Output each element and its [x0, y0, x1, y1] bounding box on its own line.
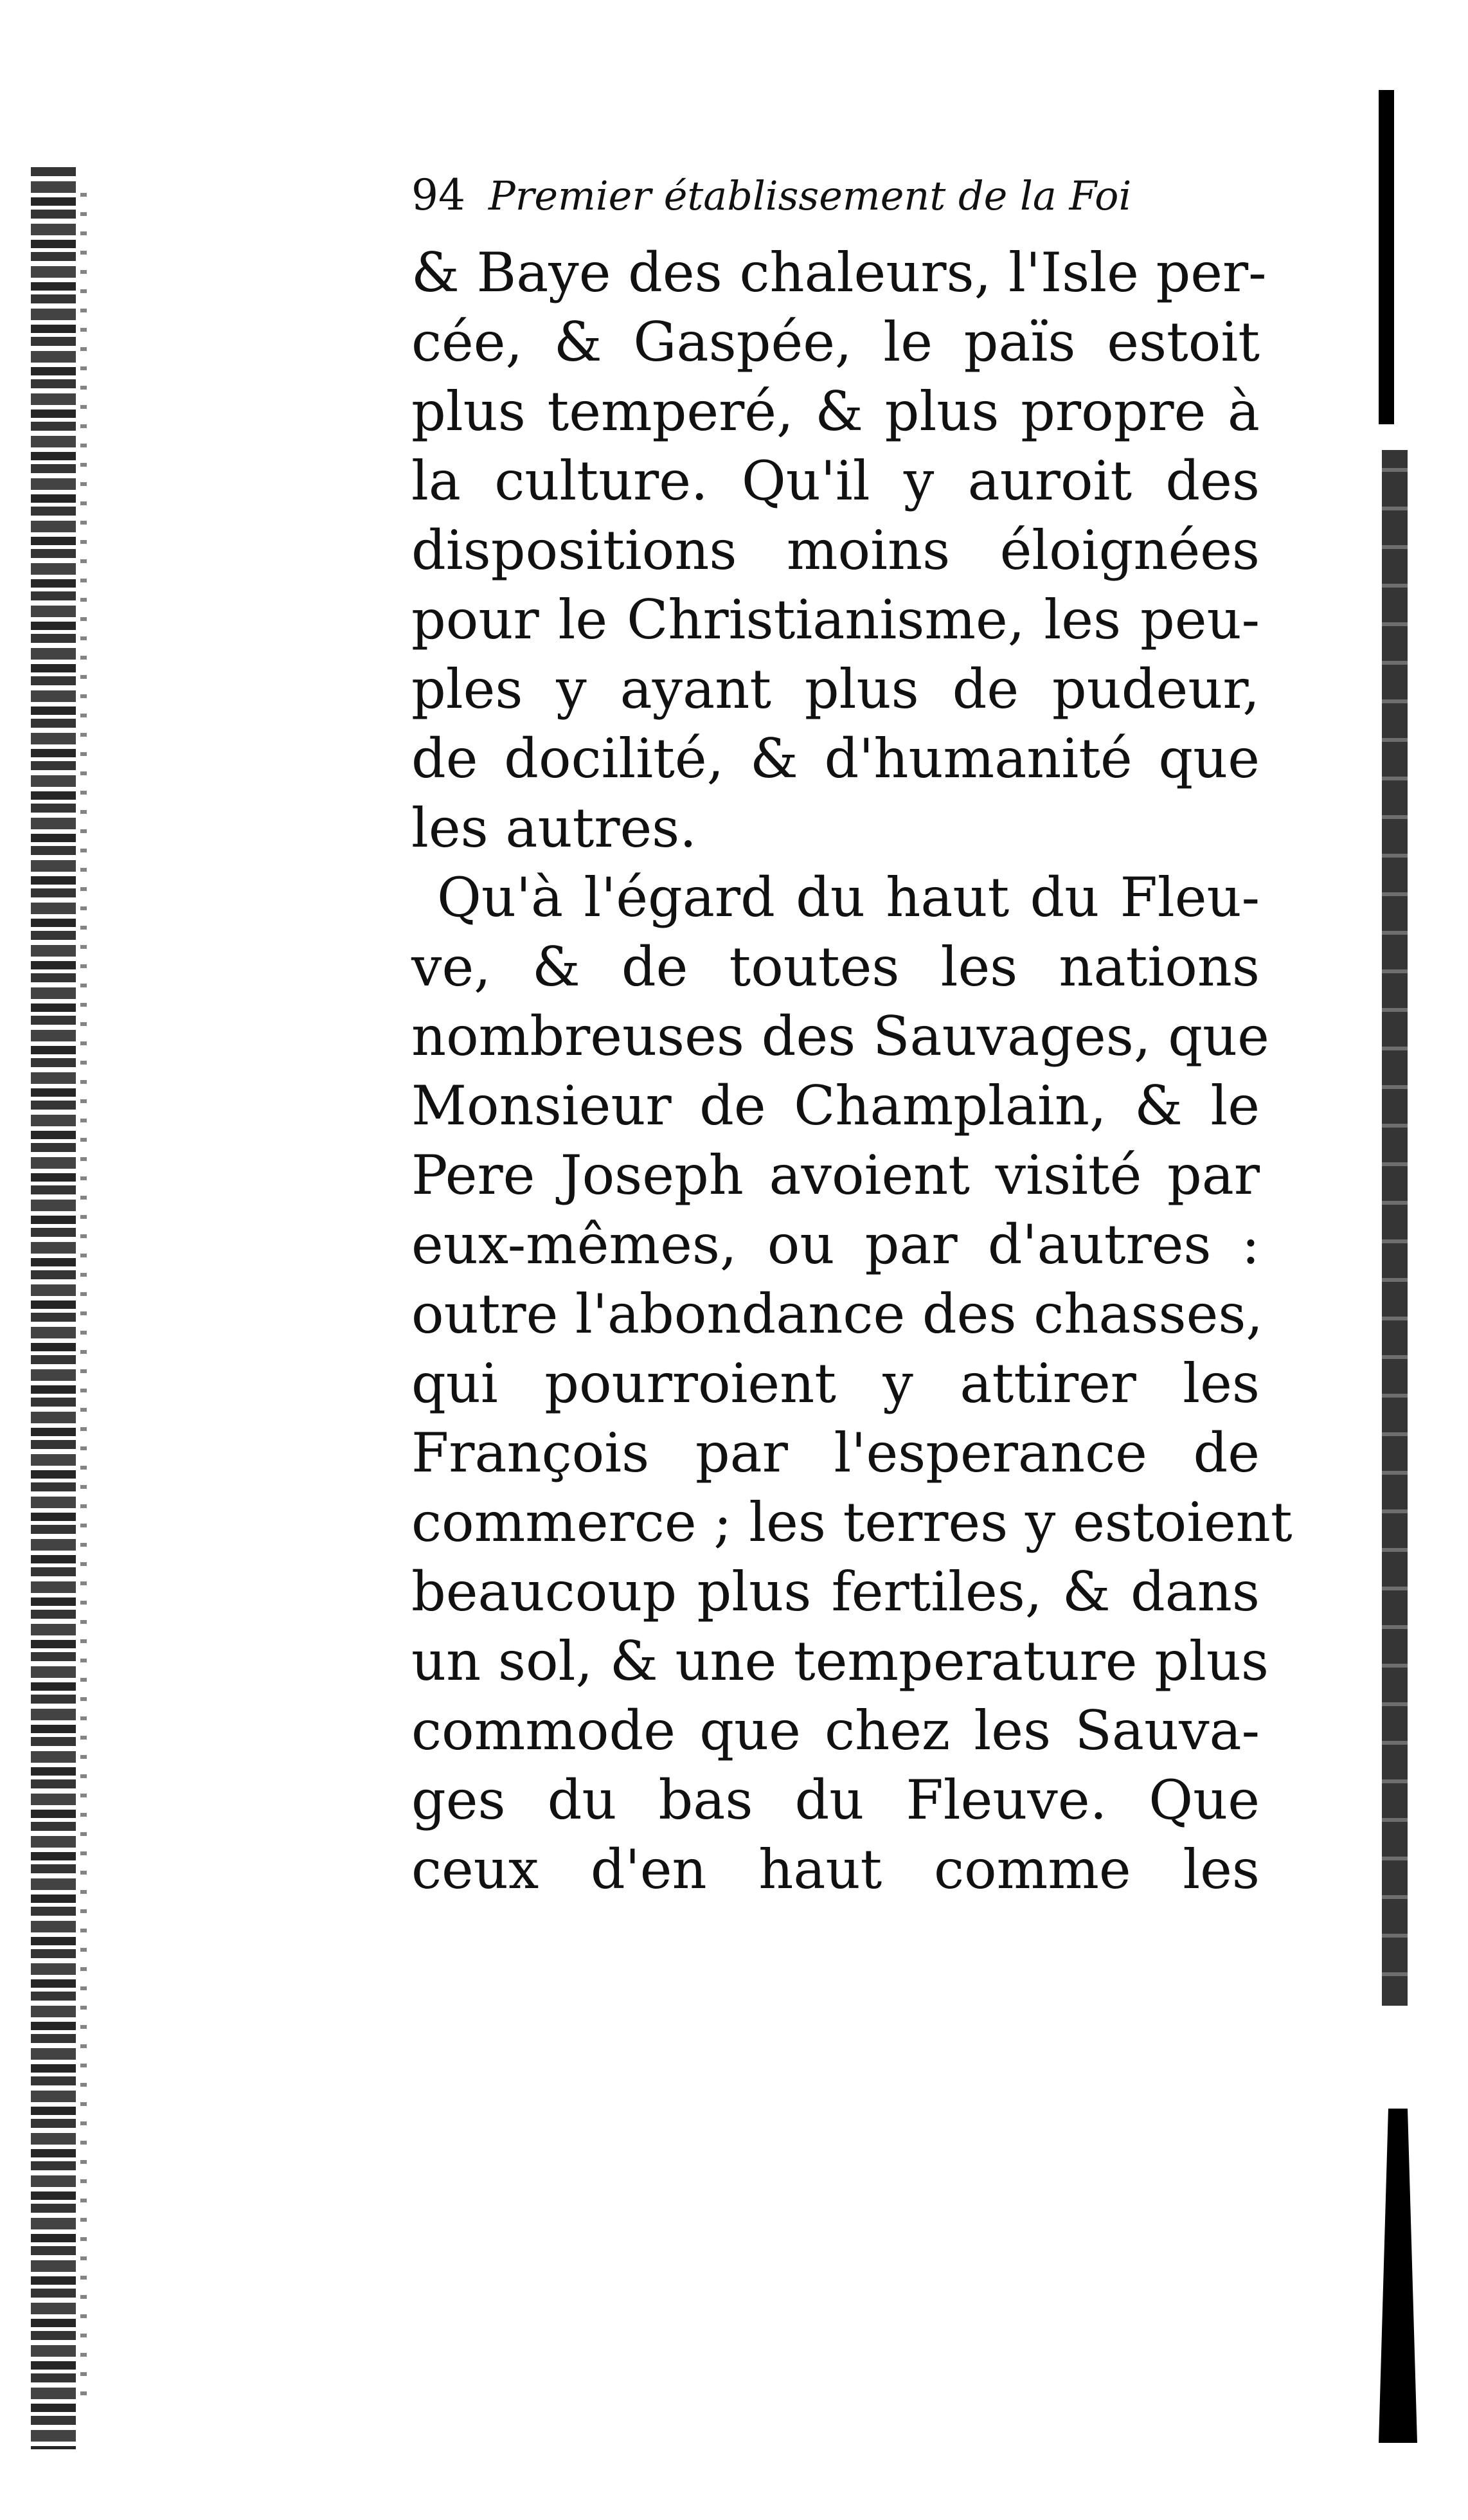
text-line: plus temperé, & plus propre à [411, 380, 1260, 443]
running-title: Premier établissement de la Foi [488, 172, 1132, 219]
text-line: qui pourroient y attirer les [411, 1352, 1260, 1415]
page-number: 94 [411, 170, 465, 220]
text-line-paragraph-start: Qu'à l'égard du haut du Fleu- [437, 866, 1260, 929]
text-line: outre l'abondance des chasses, [411, 1282, 1264, 1346]
text-line: commode que chez les Sauva- [411, 1699, 1260, 1762]
text-line: commerce ; les terres y estoient [411, 1491, 1293, 1554]
text-line: un sol, & une temperature plus [411, 1630, 1269, 1693]
scan-edge-left-inner [80, 193, 87, 2411]
text-line: cée, & Gaspée, le païs estoit [411, 310, 1260, 374]
text-line: la culture. Qu'il y auroit des [411, 449, 1260, 512]
text-line: beaucoup plus fertiles, & dans [411, 1560, 1260, 1623]
text-line: & Baye des chaleurs, l'Isle per- [411, 241, 1267, 304]
text-line: nombreuses des Sauvages, que [411, 1005, 1269, 1068]
text-line: ges du bas du Fleuve. Que [411, 1769, 1260, 1832]
scan-edge-right-middle [1382, 450, 1408, 2006]
text-line: dispositions moins éloignées [411, 519, 1260, 582]
scan-edge-right-top [1379, 90, 1394, 424]
text-line: de docilité, & d'humanité que [411, 727, 1260, 790]
text-line: François par l'esperance de [411, 1421, 1260, 1484]
text-line: ve, & de toutes les nations [411, 935, 1260, 998]
body-text [411, 238, 1293, 1904]
text-line-paragraph-end: les autres. [411, 797, 697, 860]
text-line: Pere Joseph avoient visité par [411, 1144, 1260, 1207]
text-line: ceux d'en haut comme les [411, 1838, 1260, 1901]
text-line: Monsieur de Champlain, & le [411, 1074, 1260, 1137]
text-line: ples y ayant plus de pudeur, [411, 658, 1260, 721]
text-line: pour le Christianisme, les peu- [411, 588, 1260, 651]
running-head [411, 170, 1260, 238]
text-line: eux-mêmes, ou par d'autres : [411, 1213, 1260, 1276]
book-page [411, 170, 1293, 1904]
scan-edge-left [31, 167, 76, 2449]
scan-edge-right-bottom [1379, 2109, 1417, 2443]
